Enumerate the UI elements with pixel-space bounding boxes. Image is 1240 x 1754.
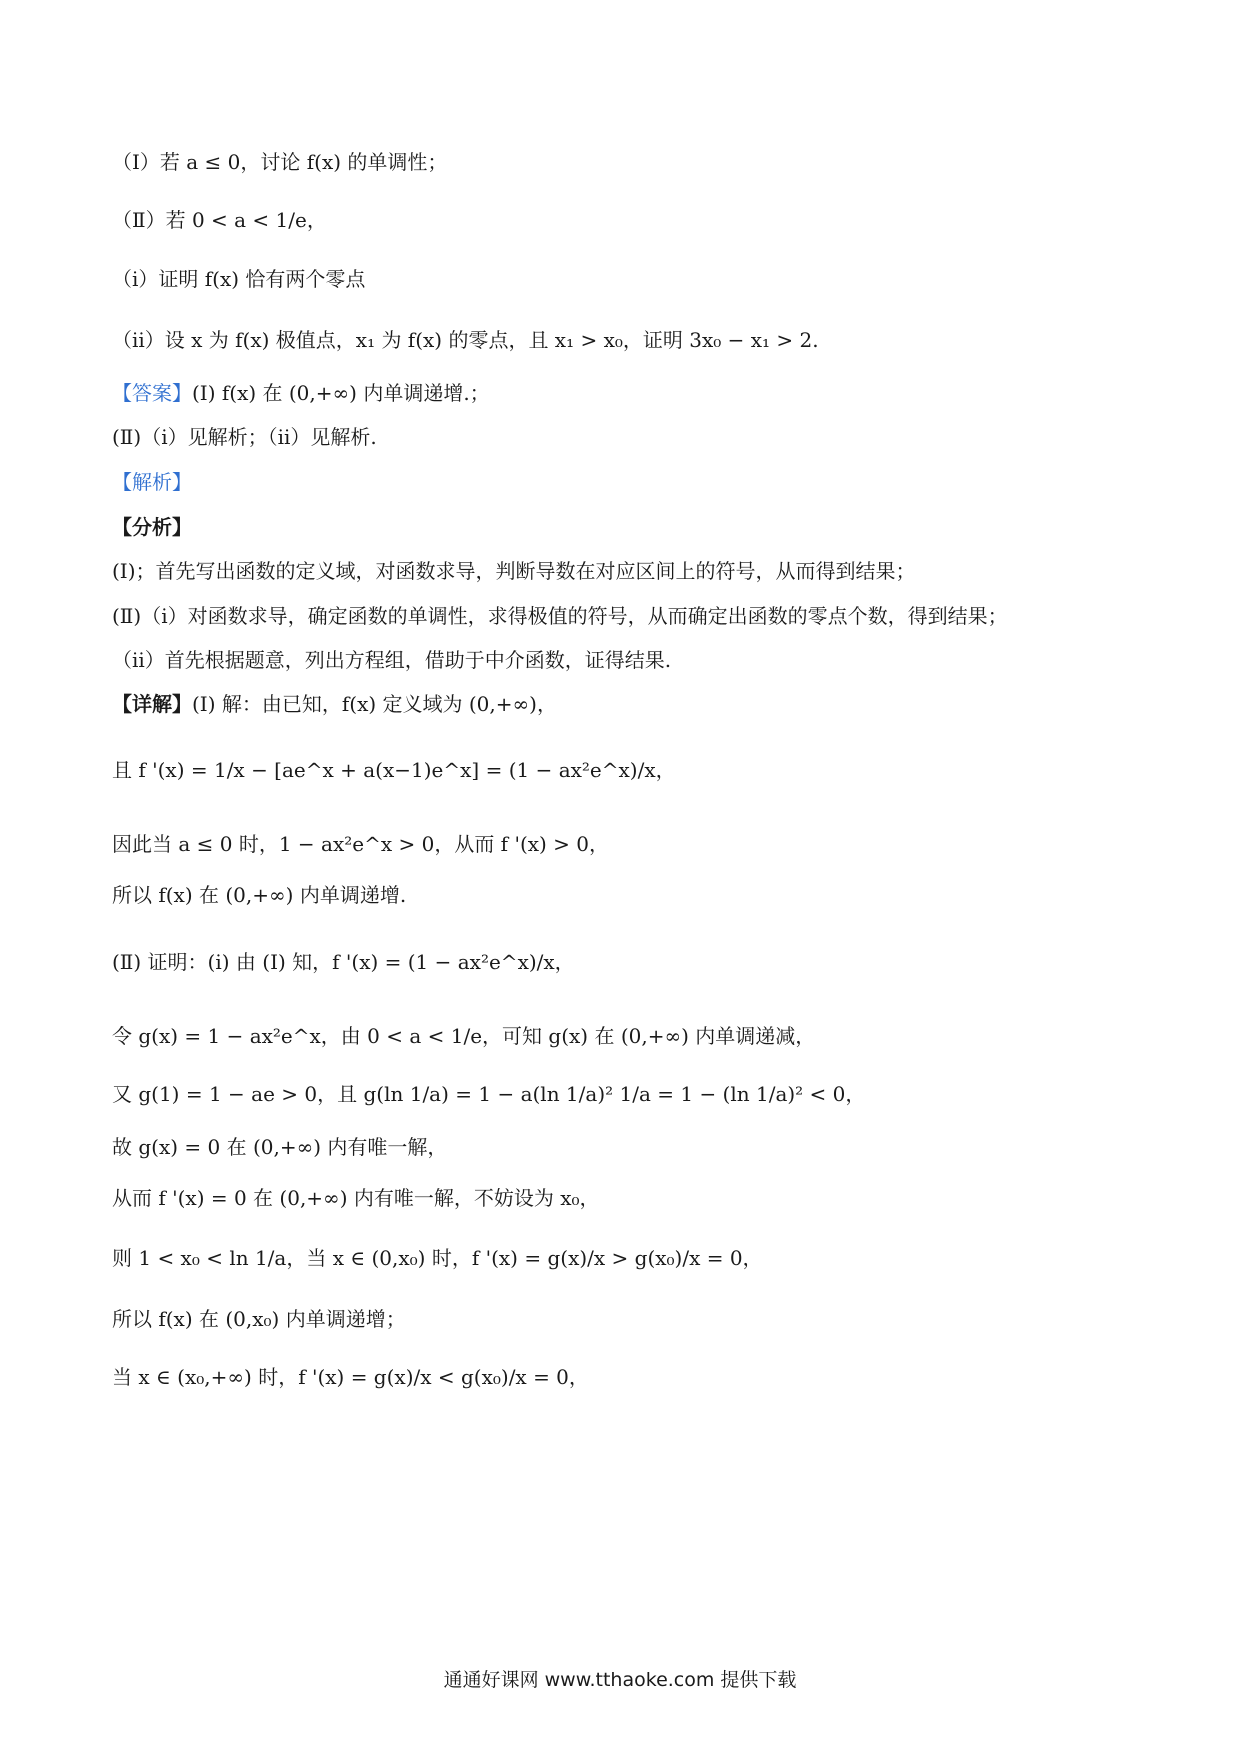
detail-line-7: 故 g(x) = 0 在 (0,+∞) 内有唯一解， bbox=[112, 1135, 448, 1159]
detail-line-3: 所以 f(x) 在 (0,+∞) 内单调递增. bbox=[112, 883, 407, 907]
answer-label: 【答案】 bbox=[112, 381, 192, 405]
detail-line-0: 【详解】(Ⅰ) 解：由已知，f(x) 定义域为 (0,+∞)， bbox=[112, 692, 557, 716]
question-part-2-i: （i）证明 f(x) 恰有两个零点 bbox=[112, 267, 366, 291]
page-footer: 通通好课网 www.tthaoke.com 提供下载 bbox=[443, 1669, 797, 1691]
fenxi-label: 【分析】 bbox=[112, 515, 192, 539]
analysis-line-1: (Ⅰ)；首先写出函数的定义域，对函数求导，判断导数在对应区间上的符号，从而得到结果； bbox=[112, 559, 916, 583]
detail-line-8: 从而 f '(x) = 0 在 (0,+∞) 内有唯一解，不妨设为 x₀， bbox=[112, 1186, 600, 1210]
analysis-line-3: （ii）首先根据题意，列出方程组，借助于中介函数，证得结果. bbox=[112, 648, 672, 672]
question-part-1: （Ⅰ）若 a ≤ 0，讨论 f(x) 的单调性； bbox=[112, 150, 448, 174]
detail-line-4: (Ⅱ) 证明：(i) 由 (Ⅰ) 知，f '(x) = (1 − ax²e^x)/x， bbox=[112, 950, 575, 974]
question-part-2-ii: （ii）设 x 为 f(x) 极值点，x₁ 为 f(x) 的零点，且 x₁ > x₀，证明 3x₀ − x₁ > 2. bbox=[112, 328, 819, 352]
jiexi-label: 【解析】 bbox=[112, 470, 192, 494]
detail-line-2: 因此当 a ≤ 0 时，1 − ax²e^x > 0，从而 f '(x) > 0， bbox=[112, 832, 610, 856]
detail-line-1: 且 f '(x) = 1/x − [ae^x + a(x−1)e^x] = (1 − ax²e^x)/x， bbox=[112, 758, 676, 782]
answer-line-2: (Ⅱ)（i）见解析；（ii）见解析. bbox=[112, 425, 377, 449]
detail-line-5: 令 g(x) = 1 − ax²e^x，由 0 < a < 1/e，可知 g(x) 在 (0,+∞) 内单调递减， bbox=[112, 1024, 816, 1048]
detail-line-10: 所以 f(x) 在 (0,x₀) 内单调递增； bbox=[112, 1307, 406, 1331]
xiangjie-label: 【详解】 bbox=[112, 692, 192, 716]
detail-line-9: 则 1 < x₀ < ln 1/a，当 x ∈ (0,x₀) 时，f '(x) = g(x)/x > g(x₀)/x = 0， bbox=[112, 1246, 763, 1270]
detail-line-11: 当 x ∈ (x₀,+∞) 时，f '(x) = g(x)/x < g(x₀)/x = 0， bbox=[112, 1365, 589, 1389]
answer-line: 【答案】(Ⅰ) f(x) 在 (0,+∞) 内单调递增.； bbox=[112, 381, 490, 405]
detail-line-6: 又 g(1) = 1 − ae > 0，且 g(ln 1/a) = 1 − a(ln 1/a)² 1/a = 1 − (ln 1/a)² < 0， bbox=[112, 1082, 866, 1106]
analysis-line-2: (Ⅱ)（i）对函数求导，确定函数的单调性，求得极值的符号，从而确定出函数的零点个数，得到结果； bbox=[112, 604, 1008, 628]
question-part-2: （Ⅱ）若 0 < a < 1/e， bbox=[112, 208, 327, 232]
